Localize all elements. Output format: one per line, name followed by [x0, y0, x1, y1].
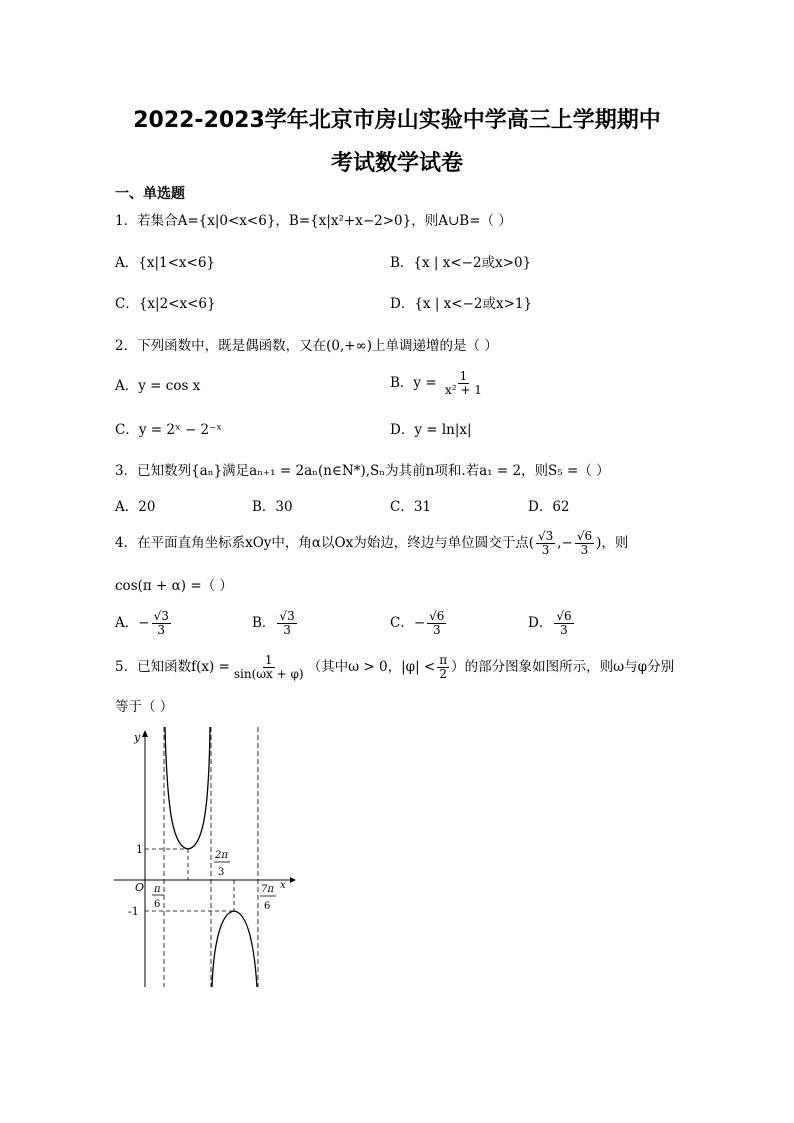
- fraction-denominator: 3: [560, 623, 568, 637]
- question-1-option-a: A．{x|1<x<6}: [115, 255, 216, 271]
- question-2-option-c: C．y = 2ˣ − 2⁻ˣ: [115, 422, 222, 438]
- question-3-option-c: C．31: [390, 499, 432, 515]
- option-b-prefix: B．y =: [390, 375, 437, 391]
- question-5-stem: [115, 654, 674, 681]
- option-fraction: [277, 610, 296, 637]
- x-tick-2pi3-den: 3: [218, 867, 225, 878]
- option-prefix: B．: [252, 615, 276, 631]
- question-4-option-c: [390, 610, 448, 637]
- y-tick-1: 1: [136, 843, 143, 856]
- option-prefix: D．: [528, 615, 553, 631]
- question-2-option-d: D．y = ln|x|: [390, 422, 472, 438]
- fraction-numerator: √6: [429, 609, 445, 623]
- x-tick-2pi3-num: 2π: [215, 850, 228, 861]
- q5-pi-fraction: [437, 654, 449, 681]
- fraction-numerator: 1: [264, 653, 273, 667]
- option-b-fraction: [443, 370, 484, 397]
- question-2-option-b: [390, 370, 486, 397]
- question-4-option-d: [528, 610, 576, 637]
- q4-stem-after: )，则: [596, 535, 629, 551]
- option-fraction: [554, 610, 573, 637]
- fraction-numerator: 1: [459, 369, 468, 383]
- q4-stem-before: 4．在平面直角坐标系xOy中，角α以Ox为始边，终边与单位圆交于点(: [115, 535, 534, 551]
- y-axis-label: y: [134, 731, 141, 744]
- q4-point-y: [575, 530, 594, 557]
- section-heading: 一、单选题: [115, 186, 185, 202]
- y-axis-arrow-icon: [142, 730, 148, 737]
- page-title-line1: 2022-2023学年北京市房山实验中学高三上学期期中: [133, 108, 661, 133]
- question-3-option-a: A．20: [115, 499, 156, 515]
- question-4-option-a: [115, 610, 173, 637]
- q5-stem-after: ）的部分图象如图所示，则ω与φ分别: [451, 659, 675, 675]
- option-prefix: C．−: [390, 615, 426, 631]
- option-fraction: [152, 610, 171, 637]
- question-2-option-a: A．y = cos x: [115, 378, 201, 394]
- fraction-numerator: √6: [556, 609, 572, 623]
- x-axis-label: x: [280, 880, 286, 891]
- question-3-option-b: B．30: [252, 499, 293, 515]
- q5-stem-before: 5．已知函数f(x) =: [115, 659, 230, 675]
- fraction-denominator: 3: [580, 543, 589, 557]
- fraction-denominator: 2: [439, 667, 447, 681]
- question-1-option-d: D．{x | x<−2或x>1}: [390, 296, 533, 312]
- fraction-denominator: 3: [541, 543, 550, 557]
- question-1-option-c: C．{x|2<x<6}: [115, 296, 216, 312]
- origin-label: O: [135, 881, 145, 894]
- option-fraction: [427, 610, 446, 637]
- upper-curve: [165, 727, 210, 849]
- fraction-numerator: π: [439, 653, 448, 667]
- q4-comma: ,−: [557, 535, 573, 551]
- question-3-stem: 3．已知数列{aₙ}满足aₙ₊₁ = 2aₙ(n∈N*),Sₙ为其前n项和.若a₁ = 2，则S₅ =（ ）: [115, 463, 610, 479]
- x-tick-pi6-den: 6: [154, 899, 161, 910]
- fraction-denominator: x² + 1: [444, 383, 482, 397]
- fraction-denominator: 3: [432, 623, 441, 637]
- option-prefix: A．−: [115, 615, 150, 631]
- fraction-numerator: √3: [153, 609, 169, 623]
- question-4-option-b: [252, 610, 299, 637]
- question-4-line2: cos(π + α) =（ ）: [115, 578, 233, 594]
- fraction-denominator: 3: [283, 623, 291, 637]
- x-tick-pi6-num: π: [154, 884, 161, 895]
- x-tick-7pi6-den: 6: [264, 901, 271, 912]
- page-title-line2: 考试数学试卷: [330, 151, 463, 176]
- question-3-option-d: D．62: [528, 499, 570, 515]
- function-graph: [108, 725, 298, 990]
- x-axis-arrow-icon: [290, 877, 296, 883]
- question-4-stem: [115, 530, 628, 557]
- x-tick-7pi6-num: 7π: [261, 884, 274, 895]
- q5-function-fraction: [232, 654, 306, 681]
- fraction-numerator: √3: [279, 609, 295, 623]
- question-5-line2: 等于（ ）: [115, 699, 174, 715]
- fraction-numerator: √3: [537, 529, 554, 543]
- q5-stem-mid: （其中ω > 0，|φ| <: [307, 659, 436, 675]
- y-tick-neg-1: -1: [128, 905, 139, 918]
- question-1-stem: 1．若集合A={x|0<x<6}，B={x|x²+x−2>0}，则A∪B=（ ）: [115, 213, 512, 229]
- fraction-denominator: 3: [157, 623, 166, 637]
- question-2-stem: 2．下列函数中，既是偶函数，又在(0,+∞)上单调递增的是（ ）: [115, 338, 498, 354]
- question-1-option-b: B．{x | x<−2或x>0}: [390, 255, 532, 271]
- q4-point-x: [536, 530, 555, 557]
- fraction-numerator: √6: [576, 529, 593, 543]
- fraction-denominator: sin(ωx + φ): [233, 667, 304, 681]
- lower-curve: [212, 911, 257, 987]
